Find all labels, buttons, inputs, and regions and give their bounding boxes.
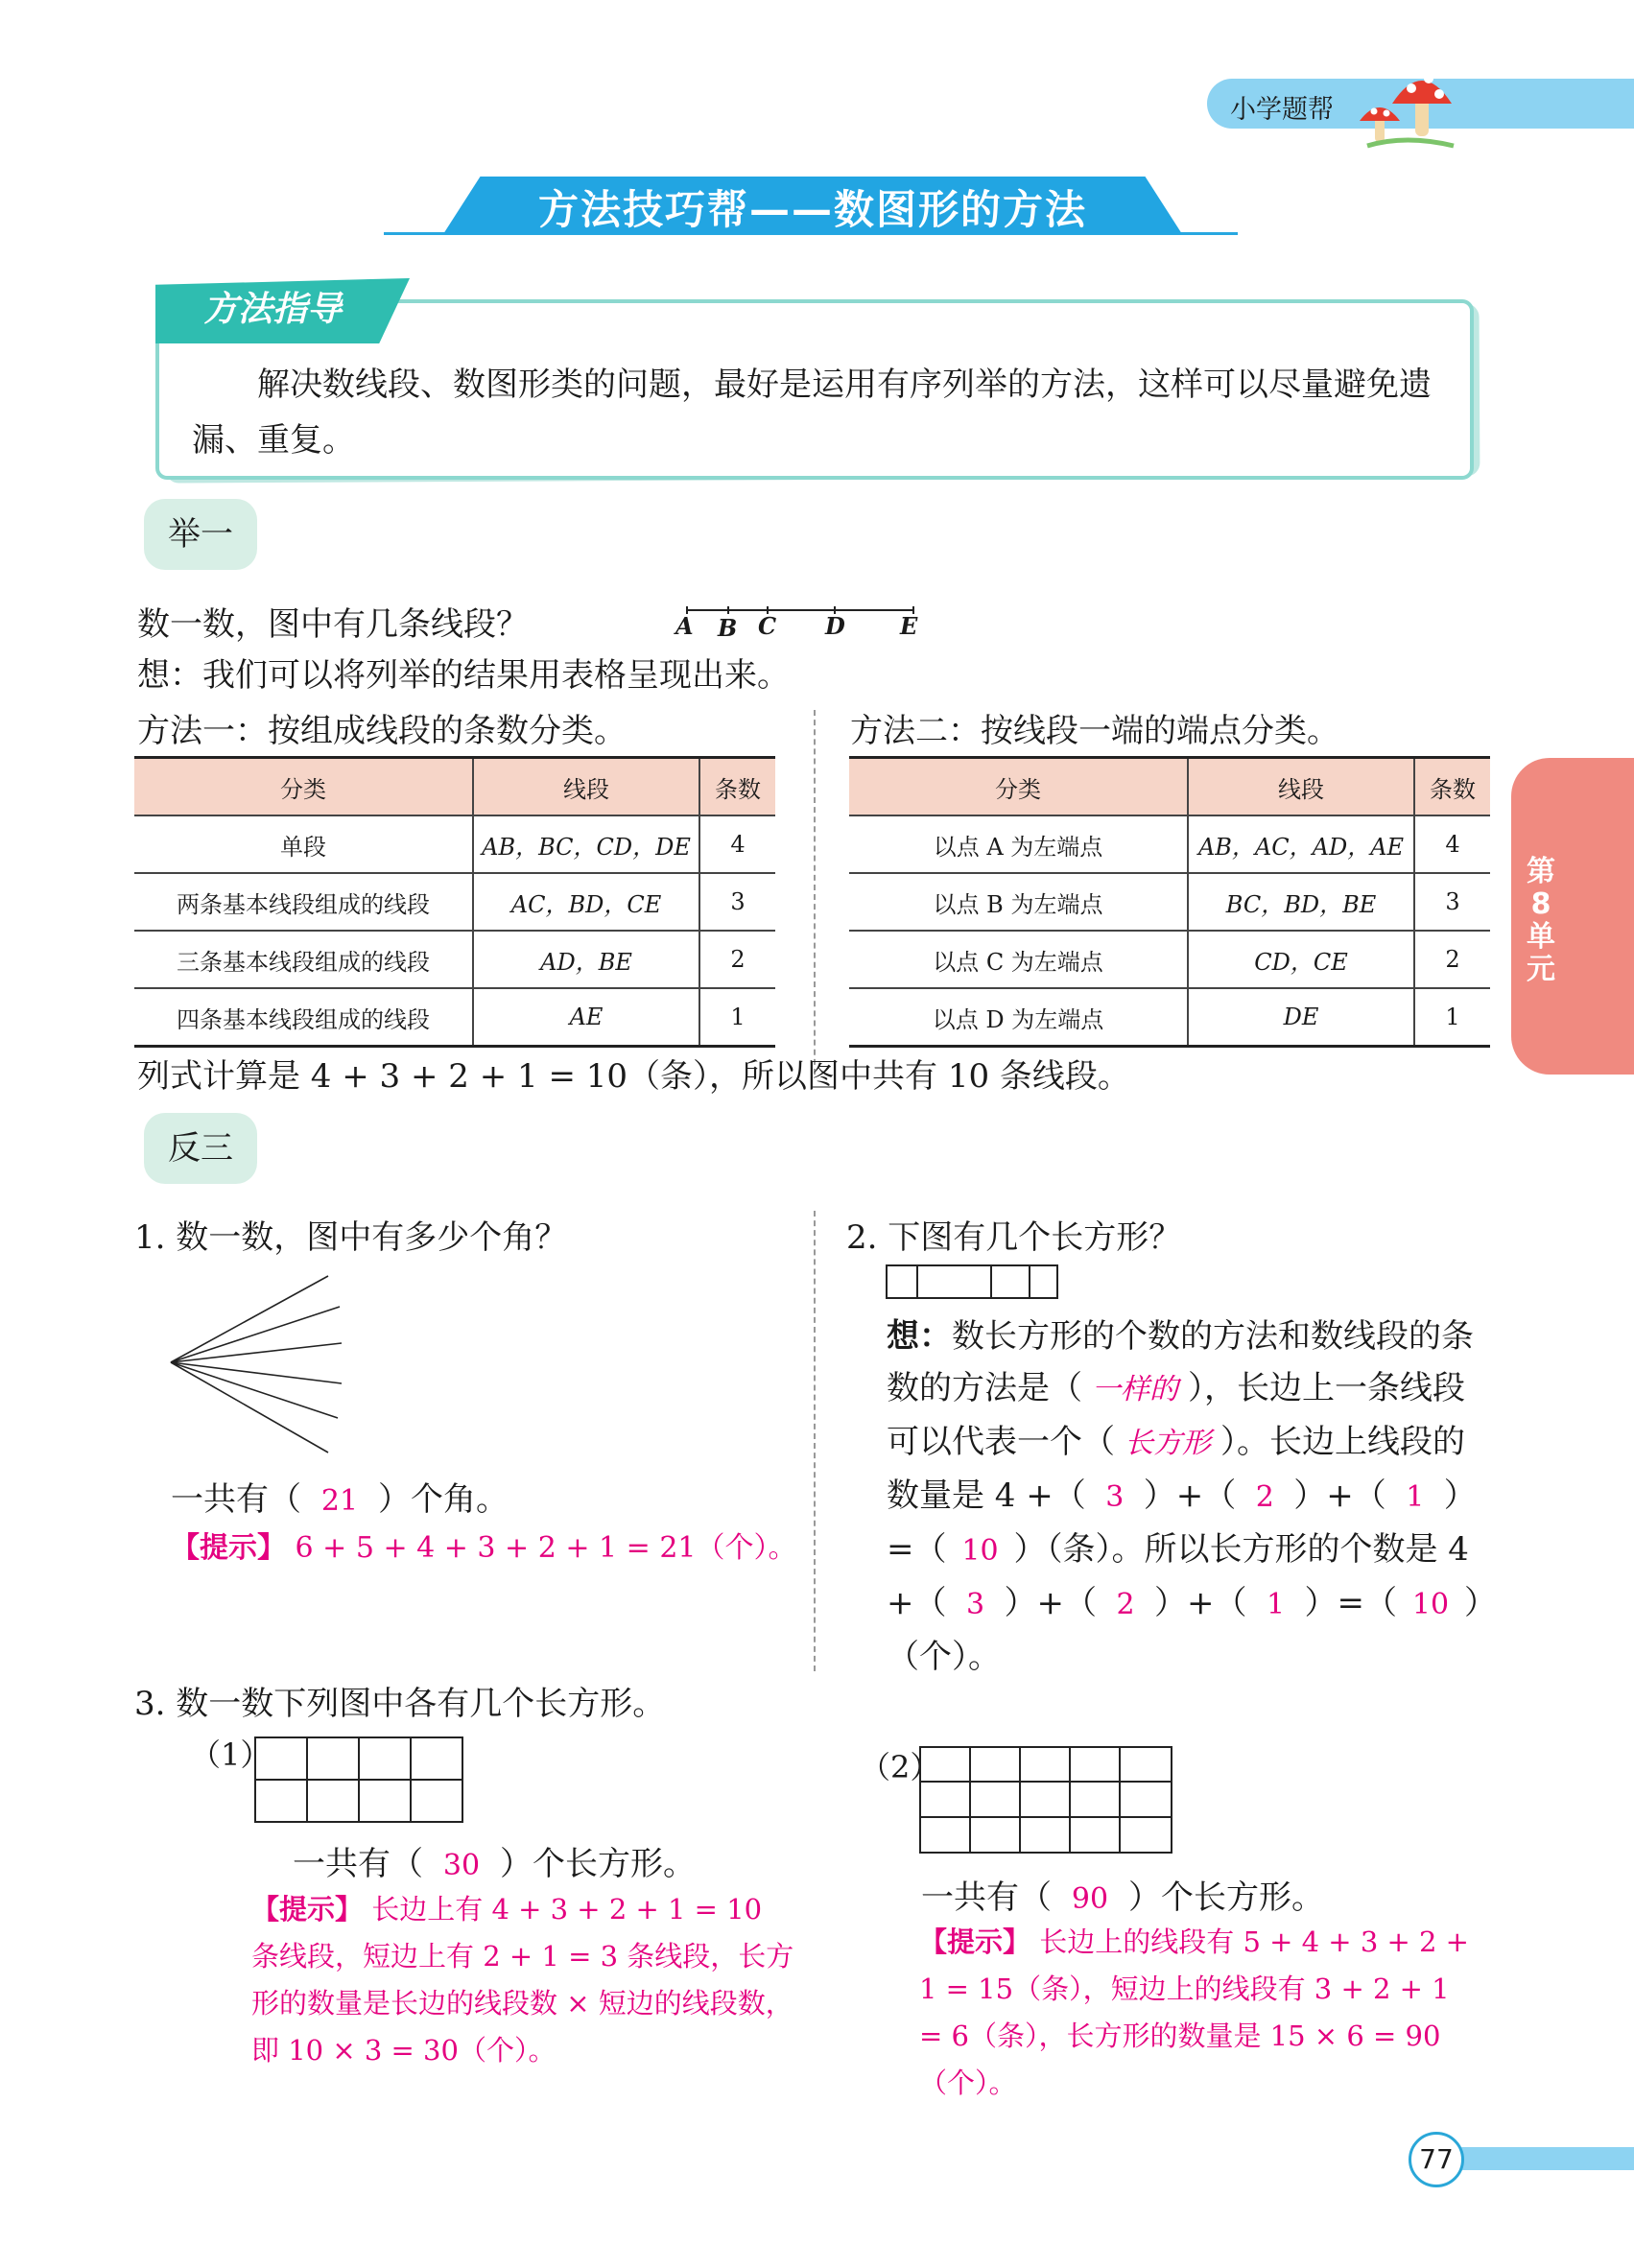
table-cell: 单段 <box>134 815 473 873</box>
table-row <box>134 931 775 988</box>
method1-title: 方法一：按组成线段的条数分类。 <box>137 712 627 750</box>
answer-blank: 1 <box>1406 1480 1425 1514</box>
q2-think-body <box>887 1311 1491 1683</box>
answer-text: 一共有（ <box>171 1480 301 1519</box>
q2-text: ）+（ <box>1293 1477 1386 1515</box>
q3-part2-hint <box>919 1919 1476 2107</box>
answer-text: ）个长方形。 <box>500 1845 696 1883</box>
table-header: 分类 <box>849 758 1188 816</box>
hint-text: 长边上的线段有 5 + 4 + 3 + 2 + 1 = 15（条），短边上的线段有 3 + 2 + 1 = 6（条），长方形的数量是 15 × 6 = 90（个）。 <box>919 1925 1469 2099</box>
column-divider <box>814 710 816 1075</box>
answer-text: 一共有（ <box>921 1878 1052 1917</box>
method1-table <box>134 756 775 1048</box>
answer-blank: 2 <box>1255 1480 1274 1514</box>
q2-text: ）=（ <box>1304 1584 1397 1622</box>
answer-blank: 90 <box>1071 1882 1109 1916</box>
point-label-e: E <box>900 612 918 640</box>
table-header: 分类 <box>134 758 473 816</box>
table-cell: 以点 B 为左端点 <box>849 873 1188 931</box>
question-3: 3. 数一数下列图中各有几个长方形。 <box>134 1685 666 1723</box>
hint-text: 6 + 5 + 4 + 3 + 2 + 1 = 21（个）。 <box>295 1531 797 1565</box>
q2-text: ）=（ <box>887 1477 1477 1569</box>
table-cell: CD，CE <box>1188 931 1414 988</box>
q2-text: ）（条）。所以长方形的个数是 4 +（ <box>887 1530 1469 1622</box>
method2-table <box>849 756 1490 1048</box>
hint-label: 【提示】 <box>171 1531 286 1565</box>
example-question: 数一数，图中有几条线段？ <box>137 605 529 644</box>
table-cell: 两条基本线段组成的线段 <box>134 873 473 931</box>
q3-part2-answer <box>921 1871 1324 1918</box>
q3-part1-hint <box>251 1886 798 2074</box>
example-think: 想：我们可以将列举的结果用表格呈现出来。 <box>137 656 790 695</box>
q2-text: ）+（ <box>1143 1477 1237 1515</box>
table-cell: 三条基本线段组成的线段 <box>134 931 473 988</box>
answer-blank: 30 <box>442 1849 481 1882</box>
example-calculation: 列式计算是 4 + 3 + 2 + 1 = 10（条），所以图中共有 10 条线段。 <box>137 1057 1130 1096</box>
table-cell: AE <box>473 988 699 1047</box>
answer-blank: 一样的 <box>1092 1373 1178 1406</box>
answer-blank: 1 <box>1266 1588 1286 1621</box>
q3-part2-label: （2） <box>860 1749 941 1785</box>
table-header: 条数 <box>699 758 775 816</box>
table-row <box>849 988 1490 1047</box>
grid-4x2-diagram <box>254 1736 463 1823</box>
table-cell: 以点 D 为左端点 <box>849 988 1188 1047</box>
table-cell: 4 <box>1414 815 1490 873</box>
think-label: 想： <box>887 1317 952 1356</box>
table-cell: 以点 C 为左端点 <box>849 931 1188 988</box>
table-cell: AC，BD，CE <box>473 873 699 931</box>
table-cell: 四条基本线段组成的线段 <box>134 988 473 1047</box>
point-label-d: D <box>825 612 845 640</box>
hint-label: 【提示】 <box>251 1893 364 1925</box>
table-cell: AB，AC，AD，AE <box>1188 815 1414 873</box>
page-number: 77 <box>1409 2132 1464 2187</box>
point-label-b: B <box>718 614 738 642</box>
table-cell: 4 <box>699 815 775 873</box>
table-cell: 1 <box>699 988 775 1047</box>
q1-answer-line <box>171 1473 509 1520</box>
answer-blank: 长方形 <box>1125 1427 1211 1460</box>
q2-text: ）（个）。 <box>887 1584 1480 1676</box>
grid-5x3-diagram <box>919 1746 1172 1854</box>
q2-text: ），长边上一条线段可以代表一个（ <box>887 1369 1465 1461</box>
table-cell: 2 <box>1414 931 1490 988</box>
guide-text: 解决数线段、数图形类的问题，最好是运用有序列举的方法，这样可以尽量避免遗漏、重复。 <box>192 366 1432 460</box>
hint-label: 【提示】 <box>919 1925 1031 1958</box>
table-row <box>849 873 1490 931</box>
table-header: 线段 <box>1188 758 1414 816</box>
answer-blank: 3 <box>1105 1480 1125 1514</box>
table-cell: 以点 A 为左端点 <box>849 815 1188 873</box>
answer-blank: 21 <box>320 1484 359 1518</box>
answer-text: 一共有（ <box>293 1845 423 1883</box>
unit-side-tab-label: 第8单元 <box>1527 855 1555 986</box>
q2-text: 数长方形的个数的方法和数线段的条数的方法是（ <box>887 1317 1474 1407</box>
header-tab-label: 小学题帮 <box>1230 95 1334 125</box>
answer-blank: 3 <box>965 1588 985 1621</box>
table-row <box>134 873 775 931</box>
rectangle-strip-diagram <box>886 1264 1058 1299</box>
q2-text: ）+（ <box>1004 1584 1097 1622</box>
table-cell: AB，BC，CD，DE <box>473 815 699 873</box>
q1-hint <box>171 1524 797 1566</box>
method2-title: 方法二：按线段一端的端点分类。 <box>850 712 1339 750</box>
table-header: 条数 <box>1414 758 1490 816</box>
guide-tag-label: 方法指导 <box>203 290 343 329</box>
table-cell: 3 <box>699 873 775 931</box>
q3-part1-answer <box>293 1837 696 1884</box>
table-row <box>849 815 1490 873</box>
page-title: 方法技巧帮——数图形的方法 <box>537 186 1087 233</box>
table-cell: 2 <box>699 931 775 988</box>
table-cell: 1 <box>1414 988 1490 1047</box>
section-pill-practice: 反三 <box>144 1113 257 1184</box>
answer-blank: 2 <box>1116 1588 1135 1621</box>
table-cell: 3 <box>1414 873 1490 931</box>
table-cell: DE <box>1188 988 1414 1047</box>
table-cell: BC，BD，BE <box>1188 873 1414 931</box>
question-1: 1. 数一数，图中有多少个角？ <box>134 1218 568 1257</box>
answer-blank: 10 <box>1411 1588 1450 1621</box>
section-pill-example: 举一 <box>144 499 257 570</box>
question-2: 2. 下图有几个长方形？ <box>846 1218 1182 1257</box>
table-header-row <box>849 758 1490 816</box>
table-cell: AD，BE <box>473 931 699 988</box>
mushroom-icon <box>1348 58 1463 149</box>
answer-text: ）个长方形。 <box>1128 1878 1324 1917</box>
column-divider <box>814 1211 816 1671</box>
table-row <box>134 815 775 873</box>
answer-blank: 10 <box>961 1534 999 1568</box>
point-label-c: C <box>758 612 777 640</box>
answer-text: ）个角。 <box>378 1480 509 1519</box>
table-row <box>134 988 775 1047</box>
angle-rays-diagram <box>163 1257 355 1468</box>
q2-text: ）。长边上线段的数量是 4 +（ <box>887 1423 1465 1515</box>
q3-part1-label: （1） <box>190 1736 272 1773</box>
hint-text: 长边上有 4 + 3 + 2 + 1 = 10 条线段，短边上有 2 + 1 = 3 条线段，长方形的数量是长边的线段数 × 短边的线段数，即 10 × 3 = 30（个）。 <box>251 1893 794 2067</box>
table-header: 线段 <box>473 758 699 816</box>
point-label-a: A <box>675 612 694 640</box>
table-row <box>849 931 1490 988</box>
table-header-row <box>134 758 775 816</box>
q2-text: ）+（ <box>1154 1584 1247 1622</box>
